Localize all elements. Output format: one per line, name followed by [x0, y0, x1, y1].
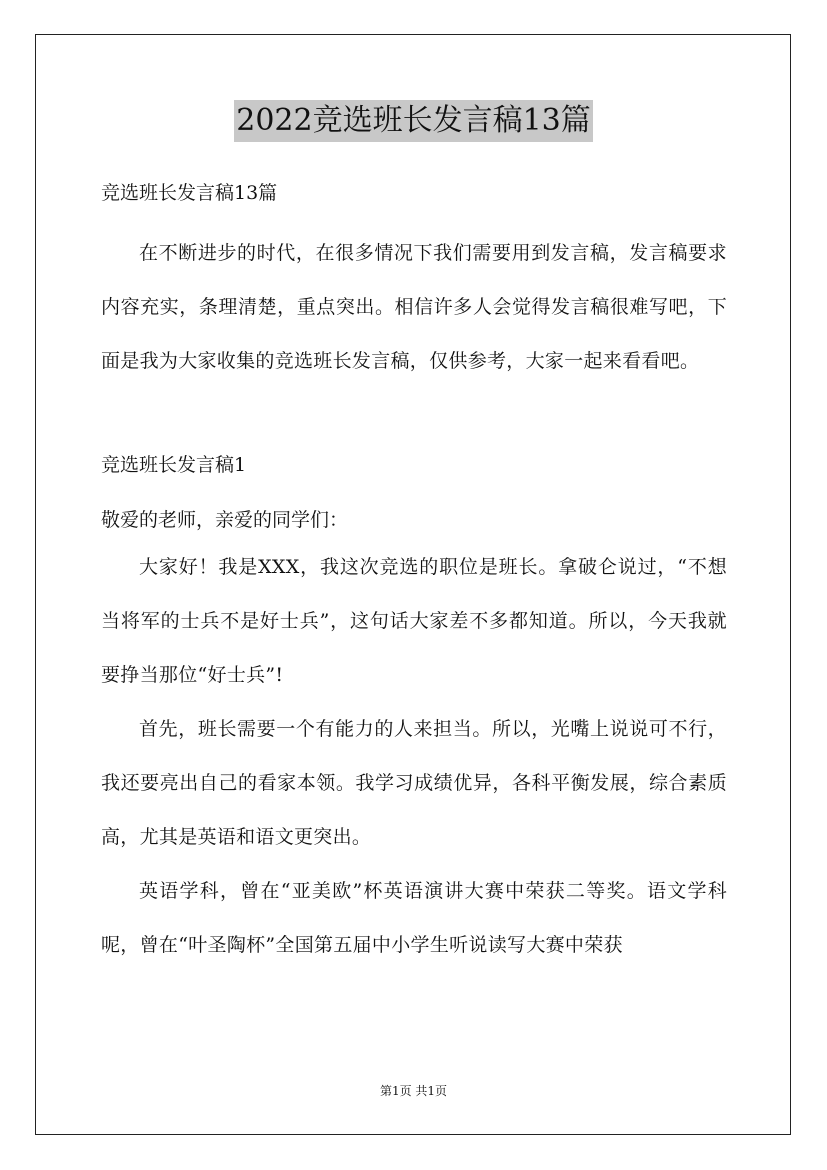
body-paragraph-2: 首先，班长需要一个有能力的人来担当。所以，光嘴上说说可不行，我还要亮出自己的看家本领。我学习成绩优异，各科平衡发展，综合素质高，尤其是英语和语文更突出。 — [101, 718, 727, 848]
page-number: 第1页 共1页 — [379, 1084, 448, 1098]
body-paragraph-1: 大家好！我是XXX，我这次竞选的职位是班长。拿破仑说过，“不想当将军的士兵不是好士兵”，这句话大家差不多都知道。所以，今天我就要挣当那位“好士兵”! — [101, 556, 727, 686]
intro-paragraph: 在不断进步的时代，在很多情况下我们需要用到发言稿，发言稿要求内容充实，条理清楚，重点突出。相信许多人会觉得发言稿很难写吧，下面是我为大家收集的竞选班长发言稿，仅供参考，大家一起来看看吧。 — [101, 242, 727, 372]
section-spacer — [101, 388, 727, 448]
document-subtitle: 竞选班长发言稿13篇 — [101, 182, 278, 204]
document-title-text: 2022竞选班长发言稿13篇 — [234, 100, 593, 142]
document-body — [101, 176, 727, 972]
salutation: 敬爱的老师，亲爱的同学们： — [101, 509, 349, 531]
document-title — [0, 100, 827, 142]
section-heading: 竞选班长发言稿1 — [101, 454, 247, 476]
body-paragraph-3: 英语学科，曾在“亚美欧”杯英语演讲大赛中荣获二等奖。语文学科呢，曾在“叶圣陶杯”全国第五届中小学生听说读写大赛中荣获 — [101, 880, 727, 956]
